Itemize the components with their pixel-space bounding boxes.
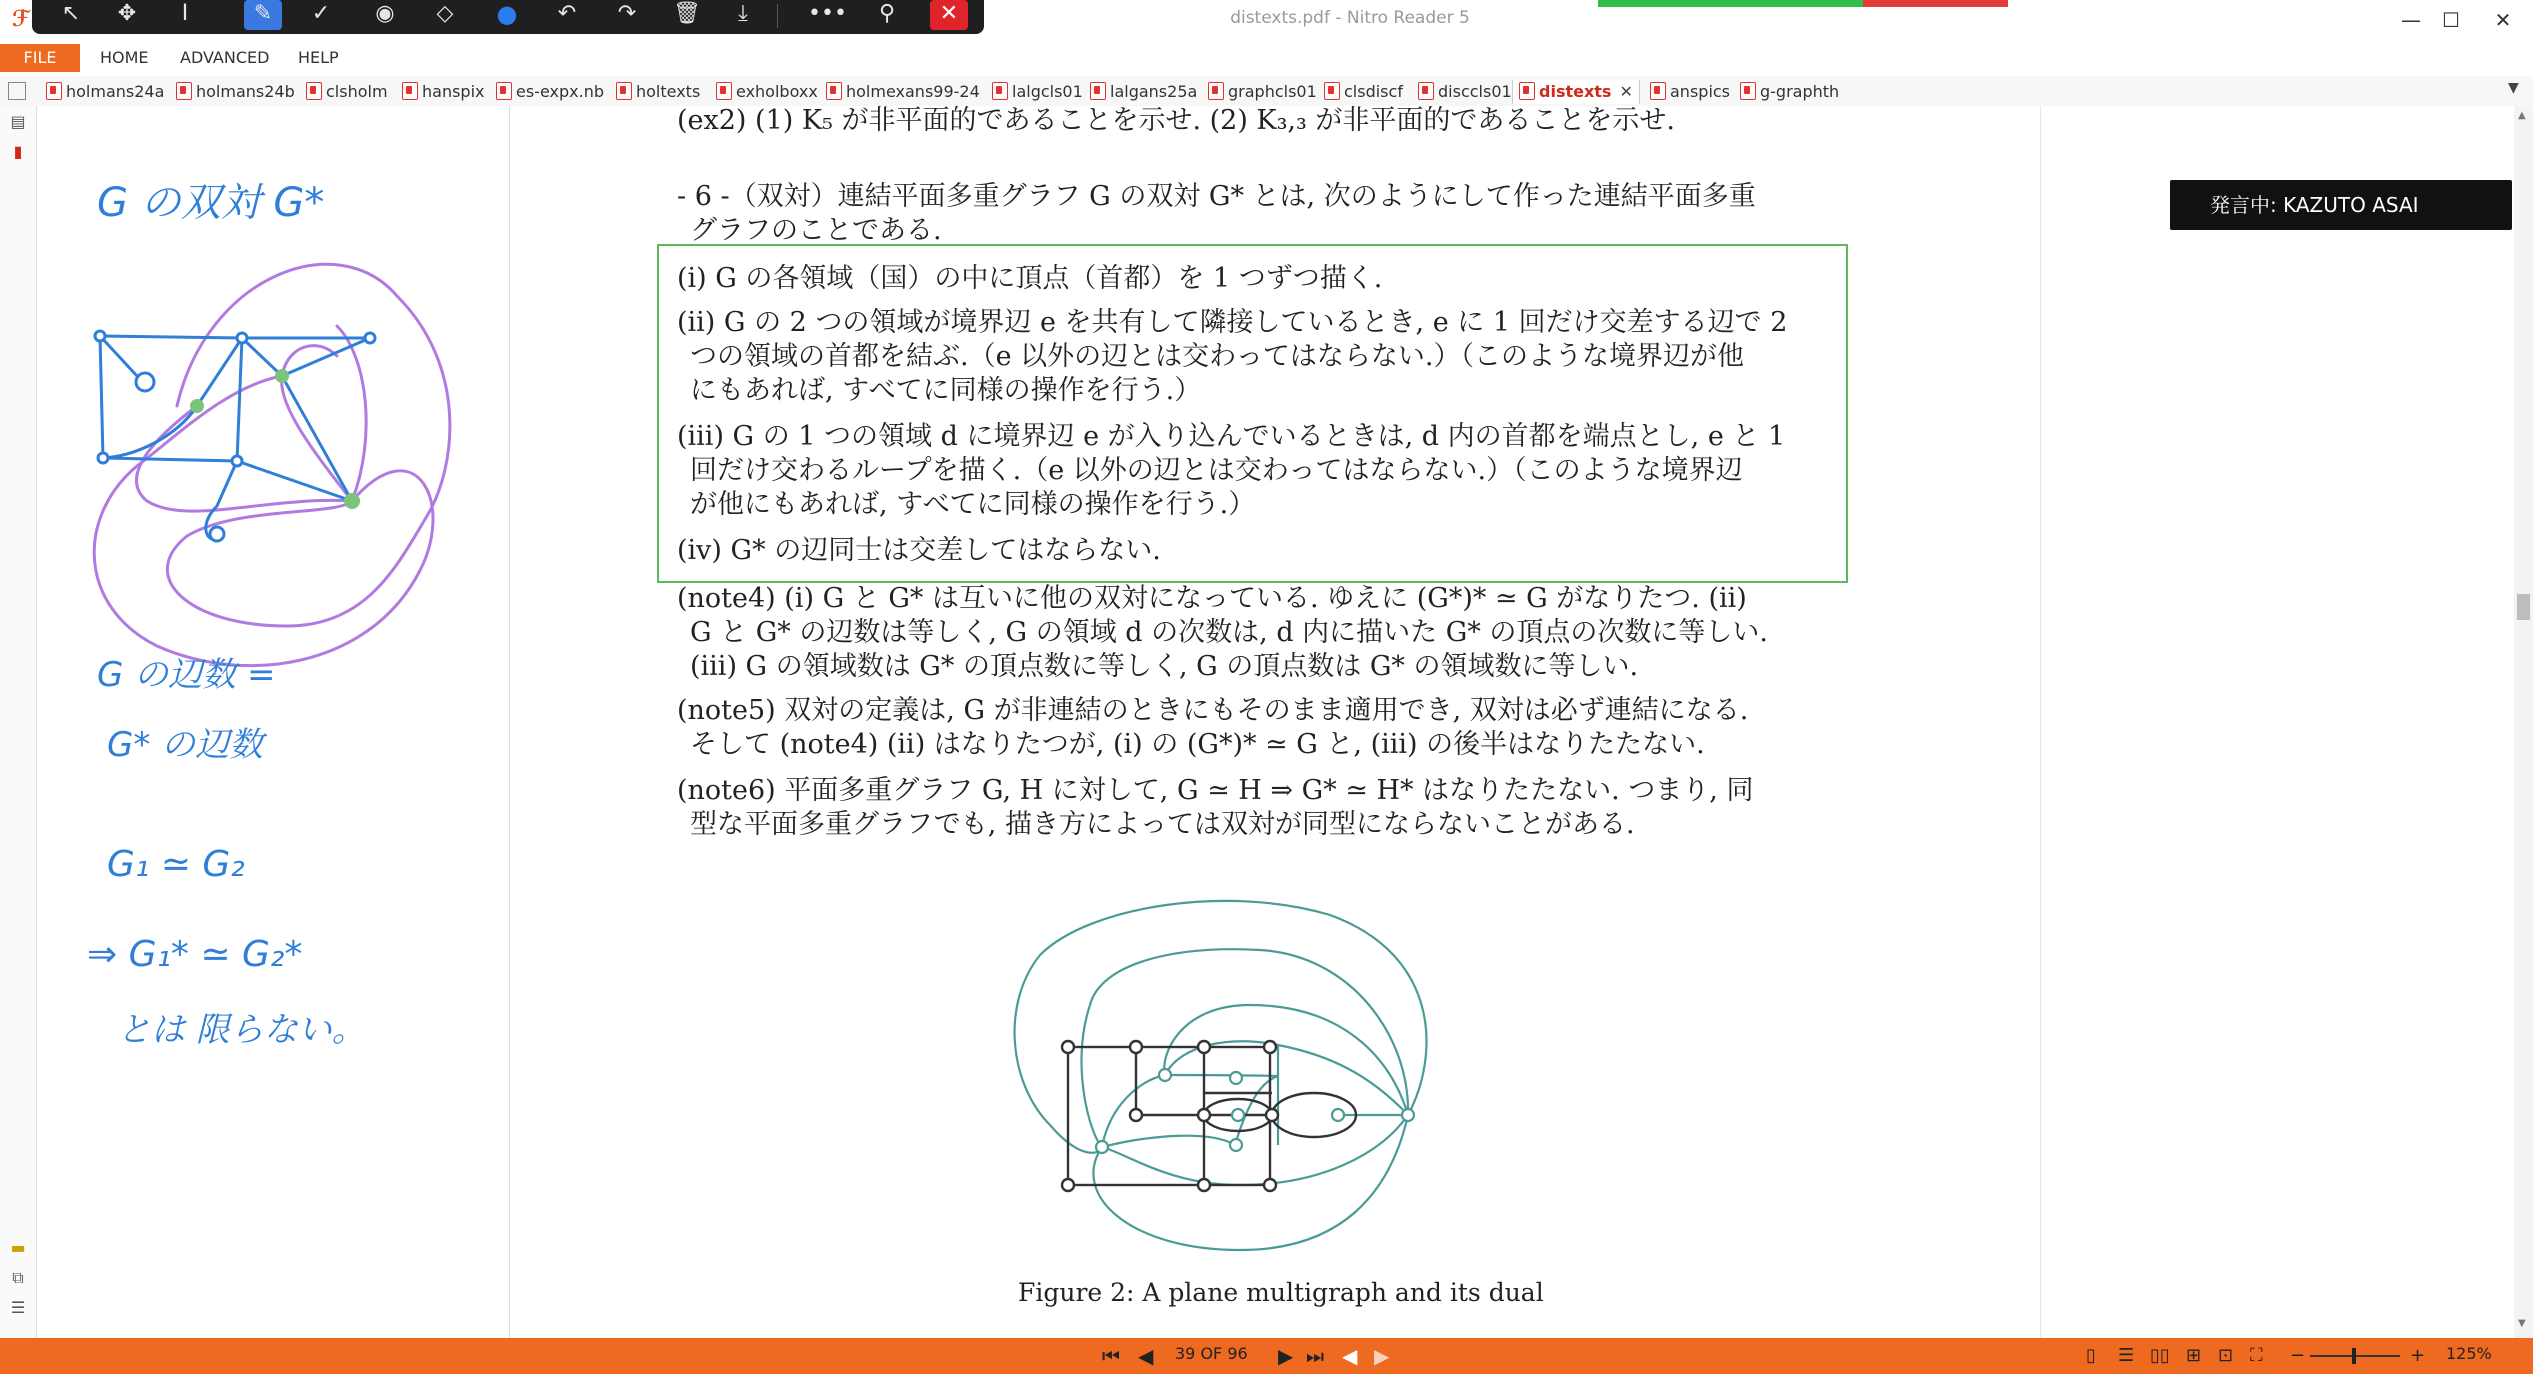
note4-line3: (iii) G の領域数は G* の頂点数に等しく, G の頂点数は G* の領域数に等しい.: [690, 651, 1639, 682]
redo-icon[interactable]: ↷: [617, 1, 637, 26]
tab-label: lalgans25a: [1110, 82, 1198, 101]
check-icon[interactable]: ✓: [311, 1, 331, 26]
tab-label: holmans24a: [66, 82, 165, 101]
dual-vertices: [1096, 1069, 1414, 1153]
definition-step-ii-line1: (ii) G の 2 つの領域が境界辺 e を共有して隣接しているとき, e に 1 回だけ交差する辺で 2: [677, 307, 1788, 338]
download-icon[interactable]: ⤓: [738, 1, 748, 26]
pages-icon[interactable]: ☰: [10, 1298, 26, 1317]
handwriting-canvas: [37, 106, 509, 1338]
tab-label: disccls01: [1438, 82, 1512, 101]
definition-step-ii-line3: にもあれば, すべてに同様の操作を行う.）: [690, 375, 1202, 406]
forward-view-icon[interactable]: ▶: [1374, 1344, 1390, 1368]
tab-label: g-graphth: [1760, 82, 1840, 101]
document-tab-bar: [0, 76, 2533, 107]
tab-exholboxx[interactable]: [716, 80, 818, 104]
zoom-out-icon[interactable]: −: [2290, 1345, 2306, 1366]
left-navigation-rail: [0, 106, 37, 1338]
scroll-down-icon[interactable]: ▼: [2518, 1318, 2526, 1329]
exercise-2: (ex2) (1) K₅ が非平面的であることを示せ. (2) K₃,₃ が非平面的であることを示せ.: [677, 105, 1675, 136]
window-title: distexts.pdf - Nitro Reader 5: [1230, 8, 1470, 28]
pdf-file-icon: [496, 82, 512, 100]
scroll-up-icon[interactable]: ▲: [2518, 110, 2526, 121]
definition-step-iii-line2: 回だけ交わるループを描く.（e 以外の辺とは交わってはならない.）（このような境界辺: [690, 455, 1743, 486]
tab-label: graphcls01: [1228, 82, 1317, 101]
single-page-view-icon[interactable]: ▯: [2086, 1345, 2096, 1366]
tab-label: holtexts: [636, 82, 701, 101]
tab-label: es-expx.nb: [516, 82, 604, 101]
full-screen-icon[interactable]: ⛶: [2250, 1345, 2263, 1366]
text-cursor-icon[interactable]: I: [181, 1, 189, 26]
pdf-file-icon: [1740, 82, 1756, 100]
meeting-status-green-bar: [1598, 0, 1863, 7]
zoom-in-icon[interactable]: +: [2410, 1345, 2426, 1366]
tab-clsholm[interactable]: [306, 80, 388, 104]
pdf-file-icon: [402, 82, 418, 100]
status-bar: [0, 1338, 2533, 1374]
definition-step-iii-line1: (iii) G の 1 つの領域 d に境界辺 e が入り込んでいるときは, d 内の首都を端点とし, e と 1: [677, 421, 1786, 452]
tab-disccls01[interactable]: [1418, 80, 1512, 104]
note-isomorphic-2: ⇒ G₁* ≃ G₂*: [87, 934, 303, 975]
undo-icon[interactable]: ↶: [557, 1, 577, 26]
tab-label: lalgcls01: [1012, 82, 1083, 101]
tab-holtexts[interactable]: [616, 80, 700, 104]
tab-label: clsholm: [326, 82, 388, 101]
pdf-file-icon: [992, 82, 1008, 100]
handwritten-notes-panel: [37, 106, 510, 1338]
note4-line2: G と G* の辺数は等しく, G の領域 d の次数は, d 内に描いた G* の頂点の次数に等しい.: [690, 617, 1768, 648]
dual-graph-sketch: [94, 264, 450, 665]
pdf-file-icon: [176, 82, 192, 100]
tab-distexts[interactable]: [1512, 80, 1640, 104]
note-edge-count-2: G* の辺数: [107, 725, 264, 765]
close-icon[interactable]: ✕: [930, 0, 968, 30]
first-page-icon[interactable]: ⏮: [1102, 1344, 1120, 1368]
vertical-scrollbar[interactable]: [2514, 106, 2533, 1338]
bookmarks-icon[interactable]: ▮: [13, 142, 23, 161]
tab-label: distexts: [1539, 82, 1612, 101]
move-icon[interactable]: ✥: [117, 1, 137, 26]
attachments-icon[interactable]: ▤: [10, 112, 26, 131]
grid-view-icon[interactable]: ⊞: [2186, 1345, 2202, 1366]
share-icon[interactable]: ⚲: [878, 1, 896, 26]
nitro-logo-icon: ℱ: [12, 7, 30, 32]
tab-holmexans99-24[interactable]: [826, 80, 980, 104]
more-icon[interactable]: •••: [808, 1, 847, 26]
annotation-toolbar: [32, 0, 984, 34]
scroll-thumb[interactable]: [2517, 594, 2530, 620]
right-gutter: [2040, 106, 2515, 1338]
tab-lalgcls01[interactable]: [992, 80, 1083, 104]
multigraph-dual-figure: [1010, 895, 1490, 1260]
page-indicator[interactable]: 39 OF 96: [1175, 1344, 1248, 1363]
pdf-file-icon: [1090, 82, 1106, 100]
tab-graphcls01[interactable]: [1208, 80, 1317, 104]
pdf-file-icon: [1519, 82, 1535, 100]
pdf-file-icon: [1324, 82, 1340, 100]
tab-close-icon[interactable]: ✕: [1619, 82, 1633, 101]
meeting-status-red-bar: [1863, 0, 2008, 7]
trash-icon[interactable]: 🗑: [673, 1, 701, 26]
pdf-file-icon: [46, 82, 62, 100]
menu-bar: [0, 40, 2533, 72]
speaking-now-badge: 発言中: KAZUTO ASAI: [2170, 180, 2512, 230]
close-window-button[interactable]: ✕: [2494, 8, 2512, 32]
last-page-icon[interactable]: ⏭: [1306, 1344, 1324, 1368]
fit-width-icon[interactable]: ⊡: [2218, 1345, 2234, 1366]
menu-file[interactable]: FILE: [0, 44, 80, 72]
tab-holmans24a[interactable]: [46, 80, 164, 104]
stamp-icon[interactable]: ◉: [375, 1, 395, 26]
continuous-view-icon[interactable]: ☰: [2118, 1345, 2135, 1366]
zoom-level[interactable]: 125%: [2446, 1344, 2492, 1363]
note5-line2: そして (note4) (ii) はなりたつが, (i) の (G*)* ≃ G と, (iii) の後半はなりたたない.: [690, 729, 1705, 760]
tab-label: exholboxx: [736, 82, 818, 101]
pen-icon[interactable]: ✎: [244, 0, 282, 30]
select-arrow-icon[interactable]: ↖: [61, 1, 81, 26]
files-icon[interactable]: ⧉: [12, 1268, 24, 1287]
note-edge-count-1: G の辺数 =: [97, 655, 276, 695]
tab-label: anspics: [1670, 82, 1731, 101]
tab-hanspix[interactable]: [402, 80, 485, 104]
tab-label: hanspix: [422, 82, 485, 101]
zoom-slider-thumb[interactable]: [2352, 1348, 2356, 1364]
comments-icon[interactable]: ▬: [10, 1238, 26, 1257]
dual-graph-edges: [1015, 901, 1427, 1250]
pdf-file-icon: [1208, 82, 1224, 100]
figure-caption: Figure 2: A plane multigraph and its dual: [1018, 1278, 1544, 1307]
facing-view-icon[interactable]: ▯▯: [2150, 1345, 2170, 1366]
color-icon[interactable]: ●: [496, 0, 518, 28]
tab-es-expx[interactable]: [496, 80, 604, 104]
tab-label: clsdiscf: [1344, 82, 1403, 101]
previous-page-icon[interactable]: ◀: [1138, 1344, 1154, 1368]
menu-help[interactable]: HELP: [298, 48, 339, 67]
note4-line1: (note4) (i) G と G* は互いに他の双対になっている. ゆえに (G*)* ≃ G がなりたつ. (ii): [677, 583, 1747, 614]
menu-home[interactable]: HOME: [100, 48, 149, 67]
tab-g-graphth[interactable]: [1740, 80, 1839, 104]
maximize-button[interactable]: ☐: [2442, 8, 2460, 32]
back-view-icon[interactable]: ◀: [1342, 1344, 1358, 1368]
minimize-button[interactable]: —: [2401, 8, 2421, 32]
pdf-file-icon: [1650, 82, 1666, 100]
eraser-icon[interactable]: ◇: [436, 1, 454, 26]
pdf-file-icon: [616, 82, 632, 100]
page-thumbnail-icon[interactable]: [8, 82, 26, 100]
note-dual-heading: G の双対 G*: [97, 180, 325, 226]
tab-label: holmans24b: [196, 82, 295, 101]
pdf-file-icon: [1418, 82, 1434, 100]
definition-step-iii-line3: が他にもあれば, すべてに同様の操作を行う.）: [690, 489, 1256, 520]
definition-step-iv: (iv) G* の辺同士は交差してはならない.: [677, 535, 1161, 566]
pdf-file-icon: [716, 82, 732, 100]
tab-list-chevron-icon[interactable]: ▼: [2508, 80, 2519, 96]
tab-clsdiscf[interactable]: [1324, 80, 1403, 104]
pdf-file-icon: [306, 82, 322, 100]
definition-step-ii-line2: つの領域の首都を結ぶ.（e 以外の辺とは交わってはならない.）（このような境界辺が他: [690, 341, 1744, 372]
note-isomorphic-1: G₁ ≃ G₂: [107, 844, 245, 885]
next-page-icon[interactable]: ▶: [1278, 1344, 1294, 1368]
primal-graph-edges: [1068, 1047, 1356, 1185]
note6-line2: 型な平面多重グラフでも, 描き方によっては双対が同型にならないことがある.: [690, 809, 1635, 840]
note5-line1: (note5) 双対の定義は, G が非連結のときにもそのまま適用でき, 双対は必ず連結になる.: [677, 695, 1749, 726]
toolbar-divider: [777, 4, 778, 28]
tab-label: holmexans99-24: [846, 82, 980, 101]
note-not-necessarily: とは 限らない。: [117, 1010, 366, 1050]
tab-lalgans25a[interactable]: [1090, 80, 1197, 104]
definition-step-i: (i) G の各領域（国）の中に頂点（首都）を 1 つずつ描く.: [677, 263, 1383, 294]
tab-holmans24b[interactable]: [176, 80, 295, 104]
tab-anspics[interactable]: [1650, 80, 1730, 104]
note6-line1: (note6) 平面多重グラフ G, H に対して, G ≃ H ⇒ G* ≃ H* はなりたたない. つまり, 同: [677, 775, 1754, 806]
dual-definition-intro-line1: - 6 -（双対）連結平面多重グラフ G の双対 G* とは, 次のようにして作った連結平面多重: [677, 181, 1756, 212]
menu-advanced[interactable]: ADVANCED: [180, 48, 270, 67]
dual-definition-intro-line2: グラフのことである.: [690, 215, 942, 246]
pdf-file-icon: [826, 82, 842, 100]
